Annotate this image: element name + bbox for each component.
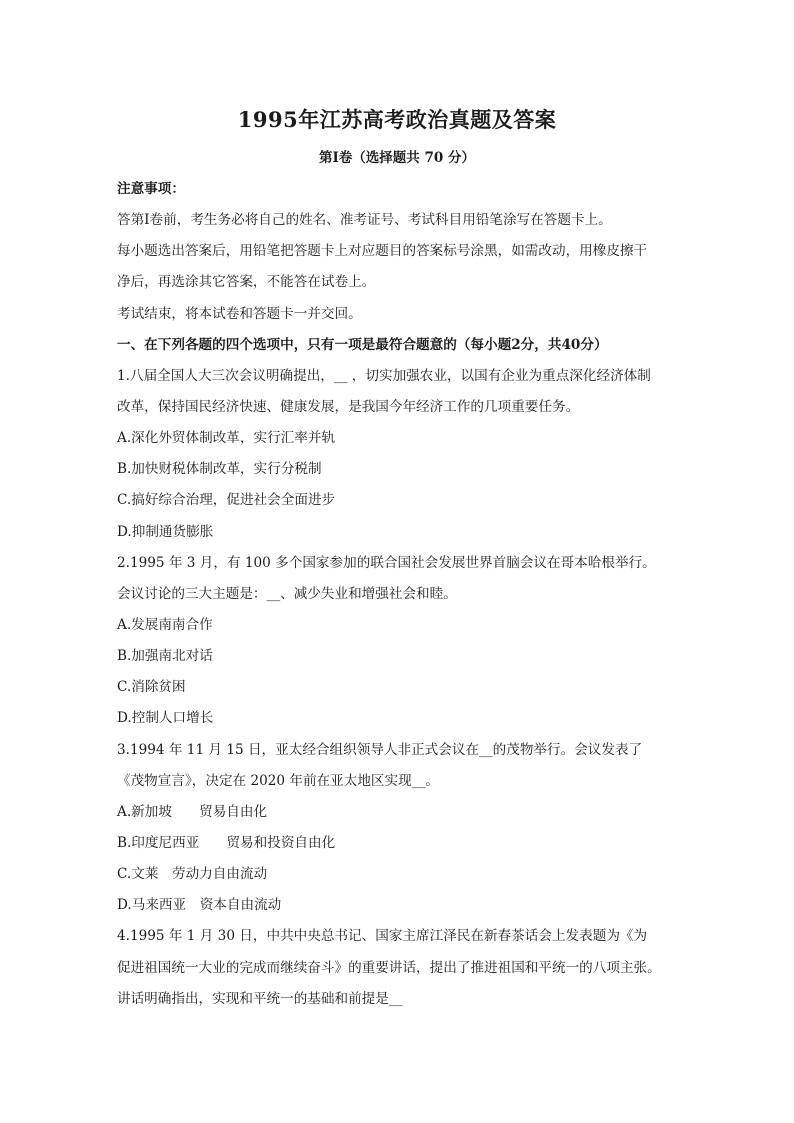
question-option: C.搞好综合治理，促进社会全面进步 (117, 492, 336, 509)
question-option: D.控制人口增长 (117, 710, 214, 727)
question-option: B.加快财税体制改革，实行分税制 (117, 461, 322, 478)
question-2 (117, 548, 687, 735)
question-stem: 会议讨论的三大主题是：__、减少失业和增强社会和睦。 (117, 585, 457, 602)
question-4 (117, 921, 687, 1014)
notice-heading: 注意事项： (117, 181, 185, 197)
notice-line: 答第Ⅰ卷前，考生务必将自己的姓名、准考证号、考试科目用铅笔涂写在答题卡上。 (117, 212, 612, 229)
notice-line: 考试结束，将本试卷和答题卡一并交回。 (117, 305, 362, 322)
section-subtitle: 第Ⅰ卷（选择题共 70 分） (318, 150, 475, 166)
question-option: A.发展南南合作 (117, 616, 213, 633)
question-stem: 《茂物宣言》，决定在 2020 年前在亚太地区实现__。 (117, 772, 439, 789)
question-stem: 3.1994 年 11 月 15 日，亚太经合组织领导人非正式会议在__的茂物举行。会议发表了 (117, 741, 643, 758)
question-option: A.新加坡 贸易自由化 (117, 803, 268, 820)
notice-line: 净后，再选涂其它答案，不能答在试卷上。 (117, 274, 376, 291)
question-option: A.深化外贸体制改革，实行汇率并轨 (117, 430, 336, 447)
document-title: 1995年江苏高考政治真题及答案 (237, 107, 557, 132)
question-stem: 改革，保持国民经济快速、健康发展，是我国今年经济工作的几项重要任务。 (117, 398, 580, 415)
question-option: C.消除贫困 (117, 679, 186, 696)
question-stem: 促进祖国统一大业的完成而继续奋斗》的重要讲话，提出了推进祖国和平统一的八项主张。 (117, 959, 661, 976)
question-stem: 4.1995 年 1 月 30 日，中共中央总书记、国家主席江泽民在新春茶话会上发表题为《为 (117, 928, 648, 945)
question-option: D.抑制通货膨胀 (117, 523, 214, 540)
question-stem: 讲话明确指出，实现和平统一的基础和前提是__ (117, 990, 403, 1007)
notice-line: 每小题选出答案后，用铅笔把答题卡上对应题目的答案标号涂黑，如需改动，用橡皮擦干 (117, 243, 648, 260)
question-option: B.加强南北对话 (117, 648, 213, 665)
question-option: C.文莱 劳动力自由流动 (117, 866, 268, 883)
question-option: D.马来西亚 资本自由流动 (117, 897, 282, 914)
question-stem: 2.1995 年 3 月，有 100 多个国家参加的联合国社会发展世界首脑会议在哥本哈根举行。 (117, 554, 656, 571)
question-option: B.印度尼西亚 贸易和投资自由化 (117, 834, 336, 851)
section-heading: 一、在下列各题的四个选项中，只有一项是最符合题意的（每小题2分，共40分） (117, 336, 608, 353)
question-3 (117, 735, 687, 922)
document-body (117, 174, 687, 1015)
question-1 (117, 361, 687, 548)
question-stem: 1.八届全国人大三次会议明确提出，__ ，切实加强农业，以国有企业为重点深化经济体制 (117, 367, 651, 384)
